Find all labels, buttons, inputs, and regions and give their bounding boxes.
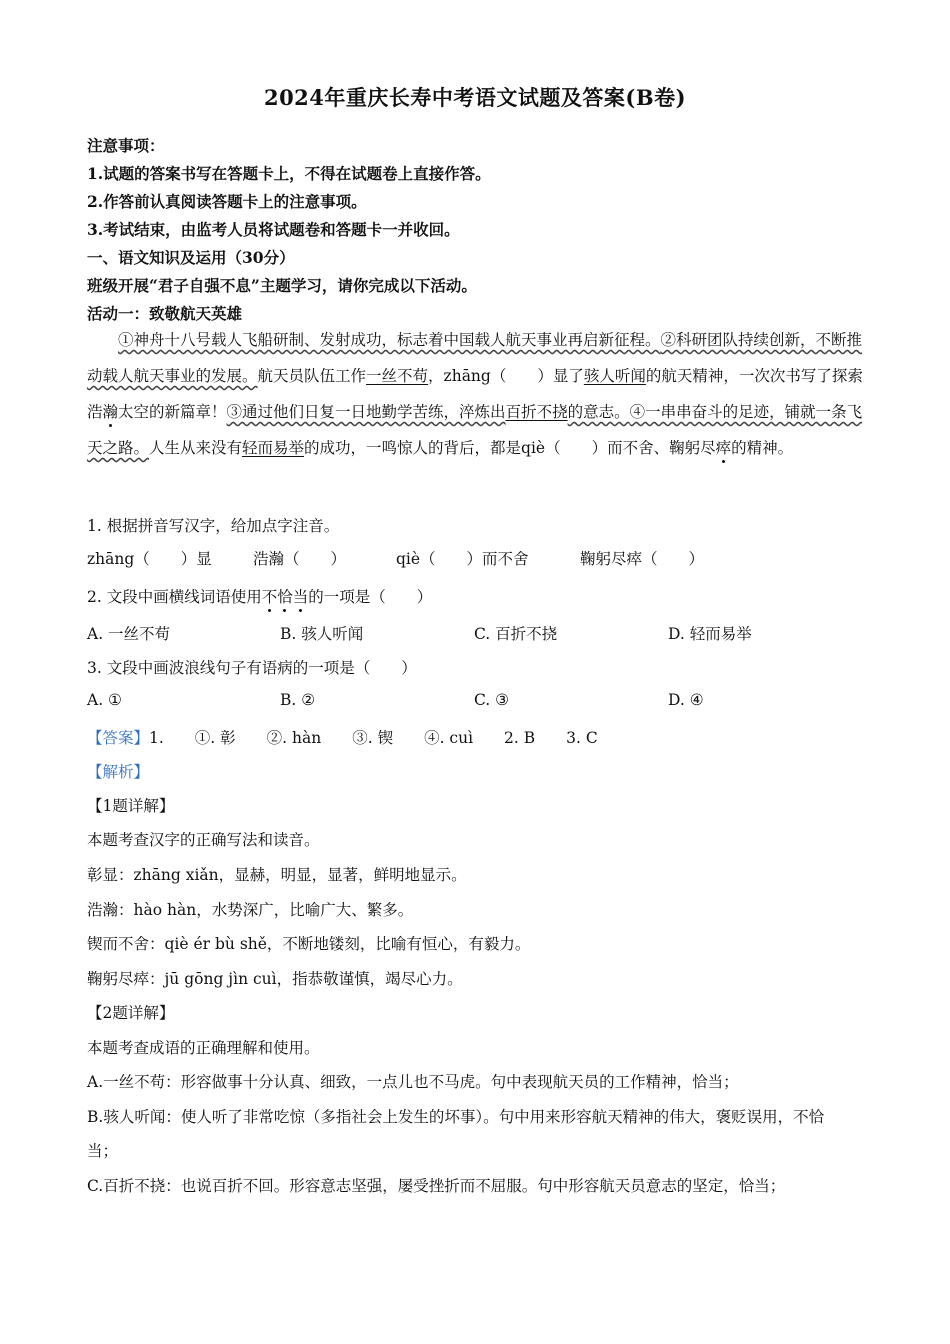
passage-text: 的精神。: [731, 439, 794, 457]
analysis-tag: 【解析】: [87, 763, 150, 781]
detail-1-line: 鞠躬尽瘁：jū gōng jìn cuì，指恭敬谨慎，竭尽心力。: [87, 970, 463, 988]
passage-text: 的航天精神，一次次书写了探索浩: [87, 367, 863, 421]
detail-2-line: 本题考查成语的正确理解和使用。: [87, 1039, 320, 1057]
underlined-word: 百折不挠: [505, 403, 568, 421]
q3-option-c: C. ③: [474, 691, 510, 709]
dotted-char: 当: [292, 588, 309, 606]
q3-option-d: D. ④: [668, 691, 704, 709]
section-heading: 一、语文知识及运用（30分）: [87, 248, 295, 267]
dotted-char: 恰: [277, 588, 293, 606]
notice-item: 3.考试结束，由监考人员将试题卷和答题卡一并收回。: [87, 220, 460, 239]
answer-text: 1. ①. 彰 ②. hàn ③. 锲 ④. cuì 2. B 3. C: [149, 729, 598, 747]
detail-2-line: C.百折不挠：也说百折不回。形容意志坚强，屡受挫折而不屈服。句中形容航天员意志的坚定，恰当；: [87, 1177, 786, 1195]
detail-1-line: 本题考查汉字的正确写法和读音。: [87, 831, 320, 849]
q1-blank: zhāng（ ）显: [87, 550, 212, 568]
detail-1-line: 彰显：zhāng xiǎn，显赫，明显，显著，鲜明地显示。: [87, 866, 467, 884]
q2-option-b: B. 骇人听闻: [280, 625, 364, 643]
passage-sentence-3-end: 的意志。: [567, 403, 630, 421]
q3-option-a: A. ①: [87, 691, 122, 709]
q1-blank: 浩瀚（ ）: [253, 550, 347, 568]
passage-text: 人生从来没有: [149, 439, 243, 457]
notice-item: 1.试题的答案书写在答题卡上，不得在试题卷上直接作答。: [87, 164, 491, 183]
activity-heading: 活动一：致敬航天英雄: [87, 304, 243, 323]
question-2-stem: [87, 585, 432, 607]
document-title: 2024年重庆长寿中考语文试题及答案(B卷): [263, 85, 687, 110]
q2-option-d: D. 轻而易举: [668, 625, 752, 643]
question-1-stem: 1. 根据拼音写汉字，给加点字注音。: [87, 517, 340, 535]
notice-item: 2.作答前认真阅读答题卡上的注意事项。: [87, 192, 367, 211]
question-3-stem: 3. 文段中画波浪线句子有语病的一项是（ ）: [87, 659, 417, 677]
passage: [87, 322, 867, 466]
answer-tag: 【答案】: [87, 729, 150, 747]
q2-stem-text: 的一项是（ ）: [308, 588, 433, 606]
q2-option-a: A. 一丝不苟: [87, 625, 171, 643]
passage-text: ，zhāng（ ）显了: [428, 367, 584, 385]
passage-text: 的成功，一鸣惊人的背后，都是qiè（ ）而不舍、鞠躬尽: [304, 439, 716, 457]
q2-stem-text: 2. 文段中画横线词语使用: [87, 588, 262, 606]
detail-2-line: 当；: [87, 1142, 119, 1160]
passage-sentence-1: ①神舟十八号载人飞船研制、发射成功，标志着中国载人航天事业再启新征程。: [118, 331, 661, 349]
detail-1-heading: 【1题详解】: [87, 797, 175, 815]
detail-2-line: A.一丝不苟：形容做事十分认真、细致，一点儿也不马虎。句中表现航天员的工作精神，恰当；: [87, 1073, 739, 1091]
detail-1-line: 锲而不舍：qiè ér bù shě，不断地镂刻，比喻有恒心，有毅力。: [87, 935, 531, 953]
passage-text: 太空的新篇章！: [118, 403, 227, 421]
passage-sentence-3: ③通过他们日复一日地勤学苦练，淬炼出: [226, 403, 506, 421]
dotted-char: 瘁: [715, 439, 732, 457]
underlined-word: 一丝不苟: [366, 367, 429, 385]
q3-option-b: B. ②: [280, 691, 316, 709]
detail-2-heading: 【2题详解】: [87, 1004, 175, 1022]
passage-sentence-2: ②科研团队持续创新，不断推动载人航天事业的发展。: [87, 331, 863, 385]
q1-blank: qiè（ ）而不舍: [396, 550, 529, 568]
q1-blank: 鞠躬尽瘁（ ）: [580, 550, 705, 568]
answer-line: [87, 726, 598, 748]
passage-text: 航天员队伍工作: [257, 367, 367, 385]
underlined-word: 轻而易举: [242, 439, 305, 457]
dotted-char: 不: [261, 588, 278, 606]
detail-2-line: B.骇人听闻：使人听了非常吃惊（多指社会上发生的坏事）。句中用来形容航天精神的伟大，褒贬误用，不恰: [87, 1108, 825, 1126]
q2-option-c: C. 百折不挠: [474, 625, 558, 643]
dotted-char: 瀚: [102, 403, 119, 421]
passage-sentence-4: ④一串串奋斗的足迹，铺就一条飞天之路。: [87, 403, 863, 457]
intro-text: 班级开展“君子自强不息”主题学习，请你完成以下活动。: [87, 276, 477, 295]
underlined-word: 骇人听闻: [583, 367, 646, 385]
notice-heading: 注意事项：: [87, 136, 165, 155]
detail-1-line: 浩瀚：hào hàn，水势深广，比喻广大、繁多。: [87, 901, 414, 919]
